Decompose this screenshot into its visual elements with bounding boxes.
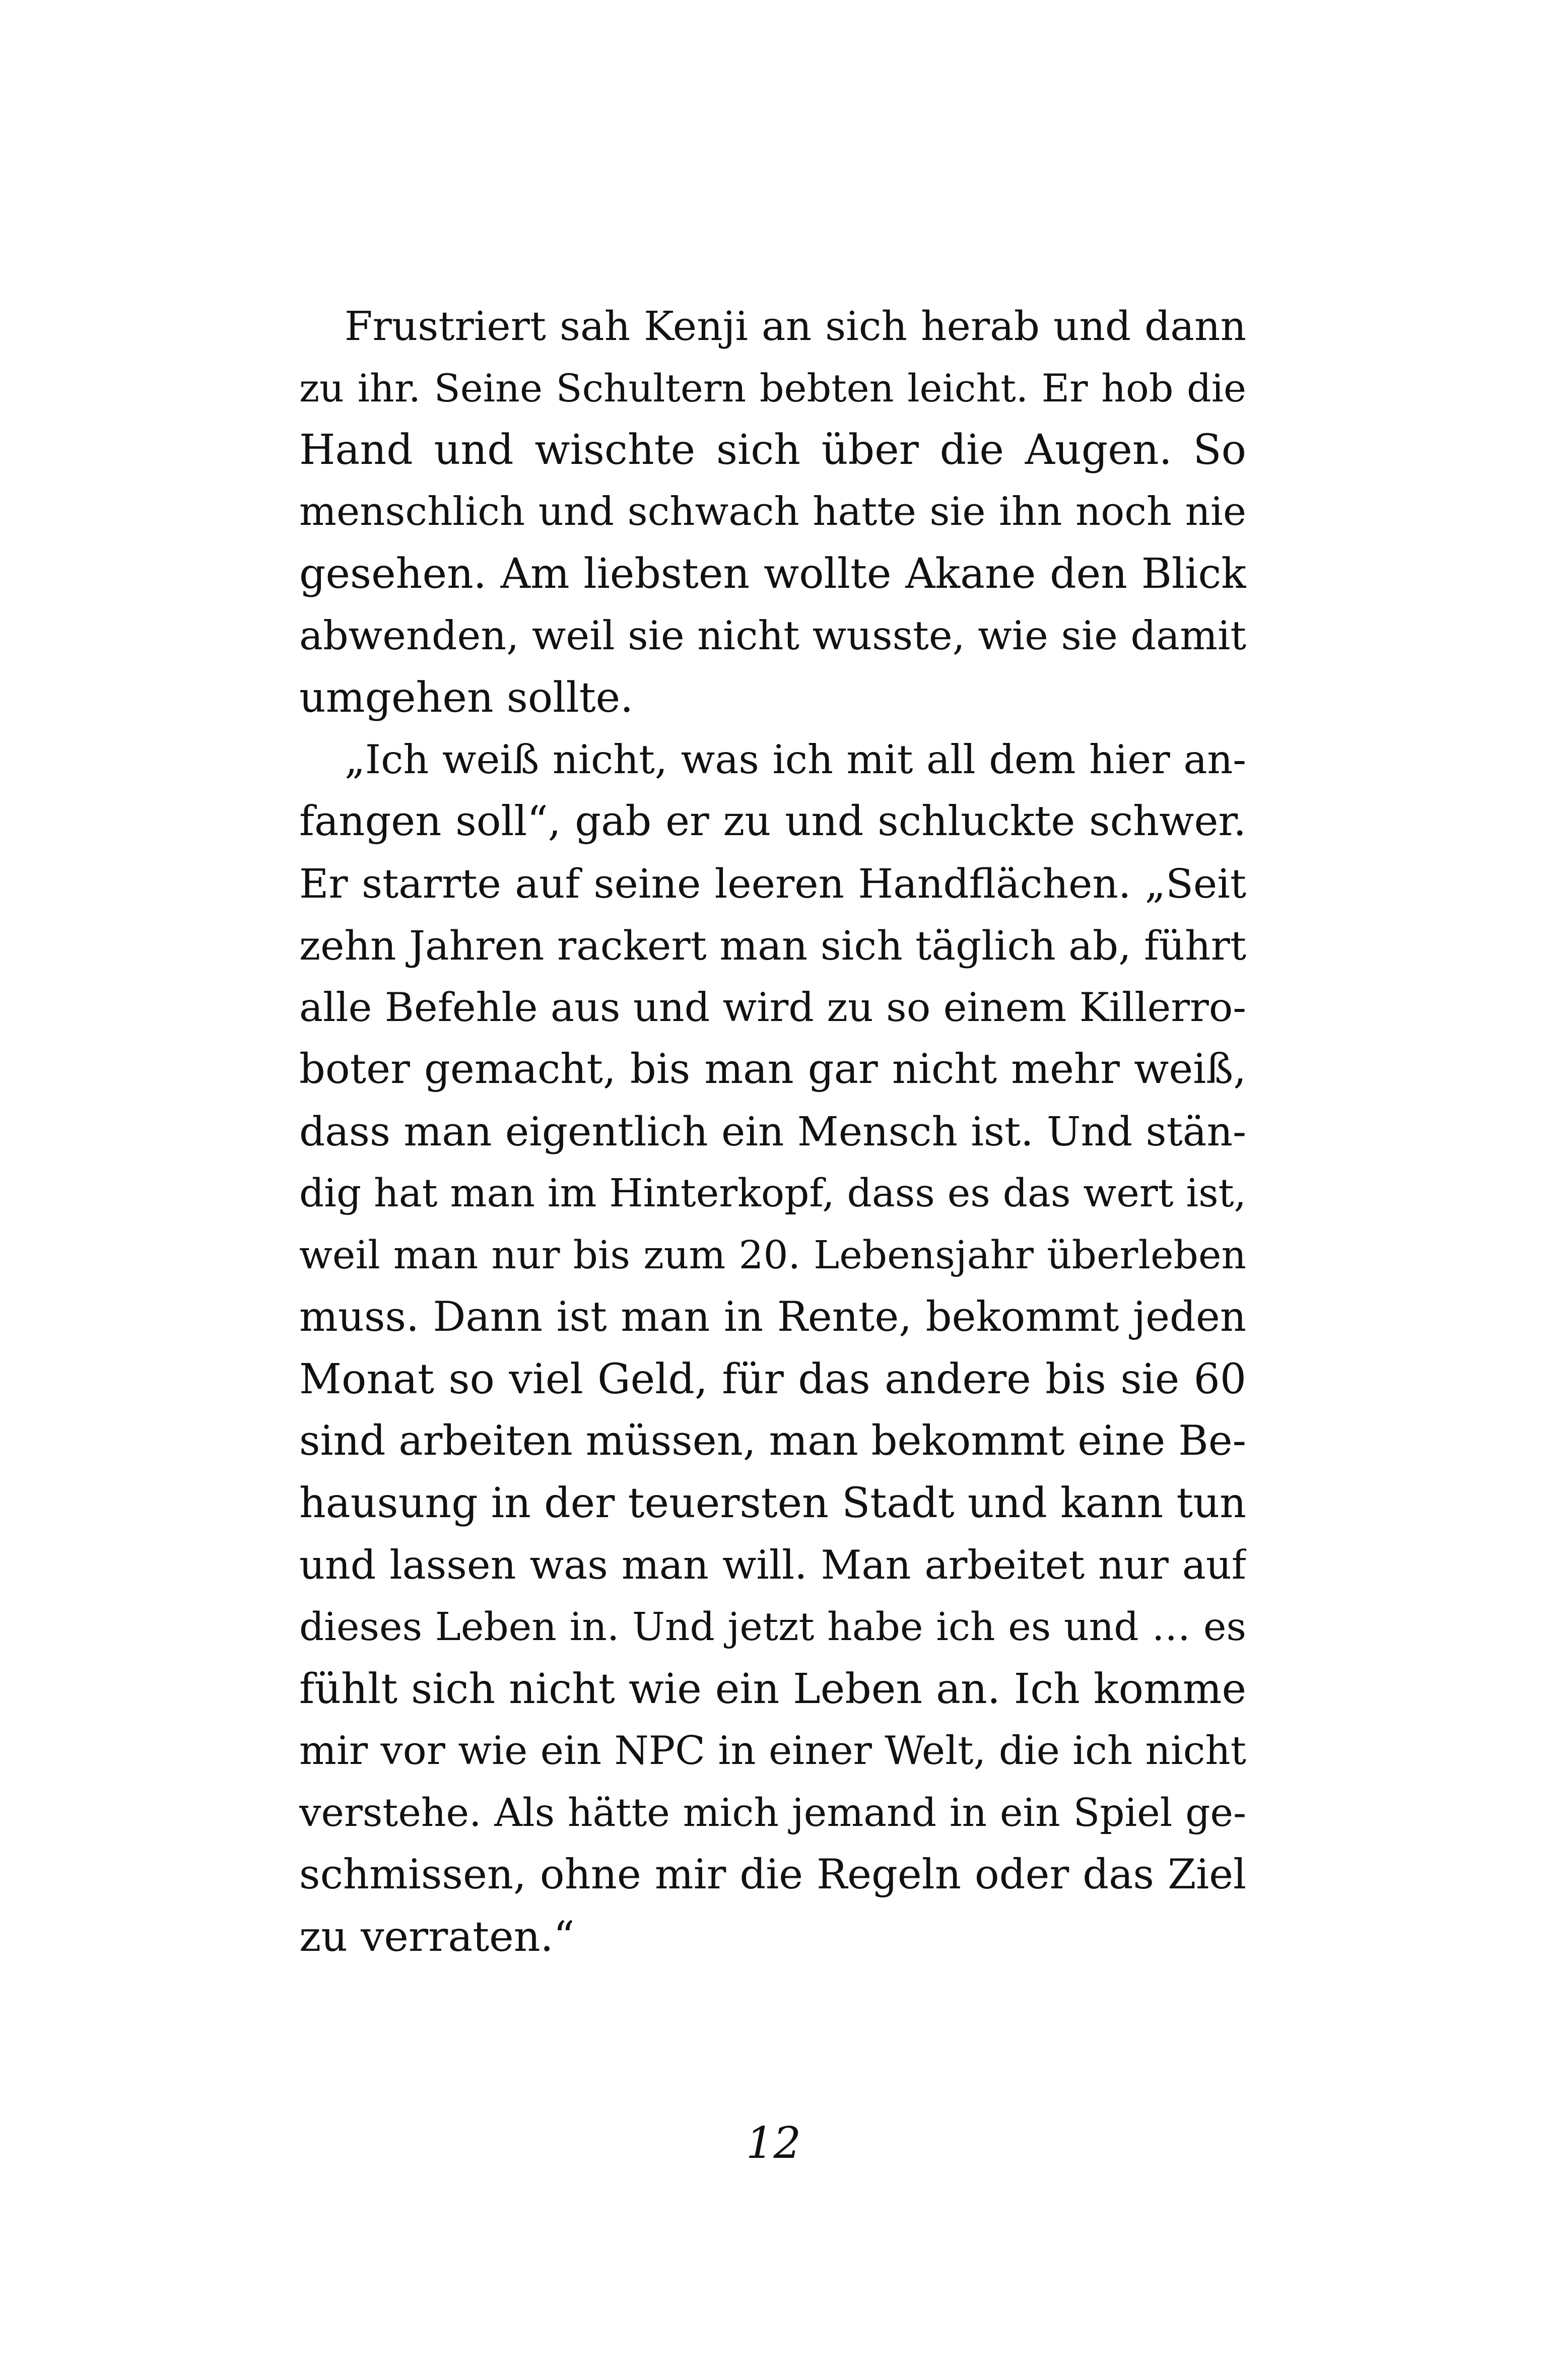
text-line: und lassen was man will. Man arbeitet nur auf: [299, 1542, 1246, 1588]
text-line: Er starrte auf seine leeren Handflächen. „Seit: [299, 860, 1246, 907]
text-line: „Ich weiß nicht, was ich mit all dem hier an-: [345, 736, 1246, 783]
text-line: gesehen. Am liebsten wollte Akane den Blick: [299, 550, 1246, 598]
text-line: verstehe. Als hätte mich jemand in ein Spiel ge-: [299, 1791, 1246, 1835]
text-line: hausung in der teuersten Stadt und kann tun: [299, 1479, 1246, 1527]
body-text: [299, 295, 1246, 1968]
text-line: dig hat man im Hinterkopf, dass es das wert ist,: [299, 1171, 1246, 1216]
text-line: umgehen sollte.: [299, 674, 634, 722]
text-line: abwenden, weil sie nicht wusste, wie sie damit: [299, 613, 1246, 659]
text-line: muss. Dann ist man in Rente, bekommt jeden: [299, 1294, 1246, 1341]
text-line: boter gemacht, bis man gar nicht mehr weiß,: [299, 1046, 1246, 1093]
text-line: zu verraten.“: [299, 1913, 575, 1961]
text-line: mir vor wie ein NPC in einer Welt, die ich nicht: [299, 1728, 1246, 1774]
paragraph: [299, 295, 1246, 729]
text-line: alle Befehle aus und wird zu so einem Killerro-: [299, 984, 1246, 1031]
page-number: 12: [746, 2118, 801, 2168]
text-line: Frustriert sah Kenji an sich herab und dann: [345, 303, 1246, 350]
text-line: Hand und wischte sich über die Augen. So: [299, 426, 1246, 474]
text-line: dass man eigentlich ein Mensch ist. Und stän-: [299, 1108, 1246, 1155]
text-line: menschlich und schwach hatte sie ihn noch nie: [299, 489, 1246, 534]
text-line: schmissen, ohne mir die Regeln oder das Ziel: [299, 1851, 1246, 1898]
text-line: zu ihr. Seine Schultern bebten leicht. Er hob die: [299, 366, 1246, 411]
text-line: sind arbeiten müssen, man bekommt eine Be-: [299, 1417, 1246, 1465]
text-line: fangen soll“, gab er zu und schluckte schwer.: [299, 798, 1246, 845]
paragraph: [299, 729, 1246, 1968]
text-line: Monat so viel Geld, für das andere bis sie 60: [299, 1355, 1246, 1403]
text-line: fühlt sich nicht wie ein Leben an. Ich komme: [299, 1665, 1246, 1713]
text-line: zehn Jahren rackert man sich täglich ab, führt: [299, 922, 1246, 969]
text-line: dieses Leben in. Und jetzt habe ich es und … es: [299, 1605, 1246, 1650]
text-line: weil man nur bis zum 20. Lebensjahr überleben: [299, 1233, 1246, 1278]
